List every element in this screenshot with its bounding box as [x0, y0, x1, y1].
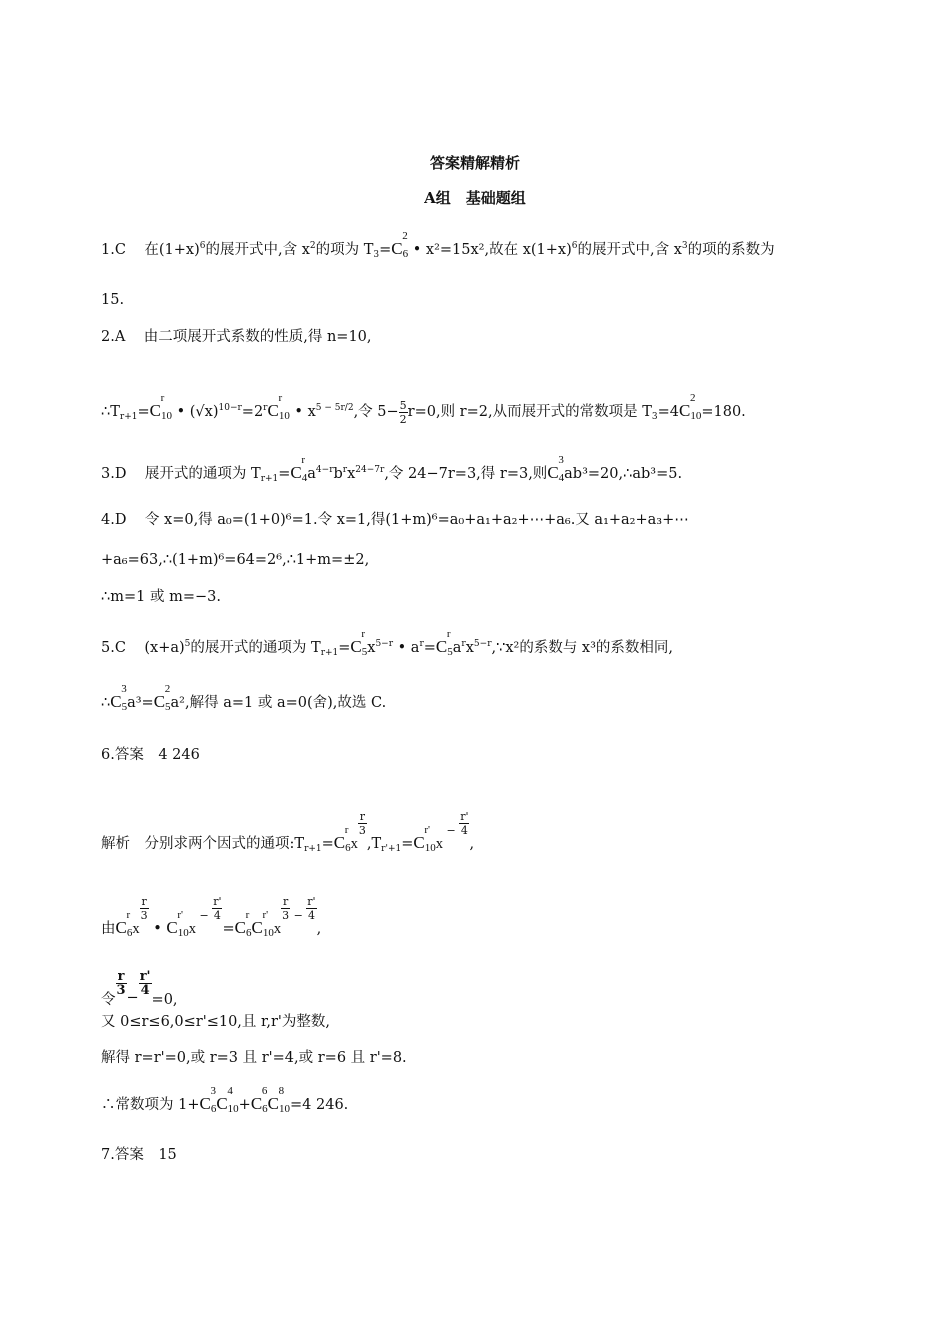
answer-5: [101, 628, 674, 663]
exponent: 3: [681, 241, 688, 251]
combination-bottom: 5: [361, 646, 368, 658]
text: =: [321, 836, 334, 852]
numerator: r': [307, 895, 316, 908]
text: ,∵x²的系数与 x³的系数相同,: [491, 640, 674, 656]
fraction-exponent: [306, 895, 316, 922]
combination-bottom: 10: [160, 410, 172, 422]
combination-bottom: 10: [262, 927, 274, 939]
subscript: r'+1: [381, 844, 402, 854]
combination-top: 3: [210, 1085, 216, 1097]
text: ,令 24−7r=3,得 r=3,则: [384, 466, 548, 482]
text: =180.: [701, 404, 746, 420]
answer-4-line-2: +a₆=63,∴(1+m)⁶=64=2⁶,∴1+m=±2,: [101, 552, 370, 568]
exponent: 4−r: [315, 465, 334, 475]
text: x: [188, 921, 196, 937]
combination-bottom: 4: [558, 472, 565, 484]
combination-bottom: 10: [424, 842, 436, 854]
answer-2: [101, 327, 372, 347]
denominator: 4: [307, 909, 315, 922]
answer-2-formula: [101, 392, 746, 427]
denominator: 4: [140, 983, 150, 998]
text: • a: [393, 640, 420, 656]
answer-7-heading: 7.答案 15: [101, 1147, 177, 1163]
numerator: 5: [399, 398, 407, 412]
combination-top: 2: [690, 392, 696, 404]
combination-bottom: 10: [279, 1103, 291, 1115]
section-heading: A组 基础题组: [424, 189, 526, 207]
text: =: [278, 466, 291, 482]
text: =: [423, 640, 436, 656]
exponent: 5−r: [375, 639, 394, 649]
text: =: [338, 640, 351, 656]
exponent: r: [263, 403, 268, 413]
subscript: r+1: [304, 844, 322, 854]
combination-bottom: 5: [121, 701, 128, 713]
text: =: [222, 921, 235, 937]
combination-bottom: 10: [227, 1103, 239, 1115]
text: • (√x): [171, 404, 219, 420]
text: b: [333, 466, 343, 482]
exponent: 6: [571, 241, 578, 251]
text: ∴T: [101, 404, 120, 420]
answer-6-product: 由C r 6x $\frac{r}{3}$ • C r' 10x − $\frac{r'}{4}$ =C r 6C r' 10x $\frac{r}{3}$ − $\frac{r'}{4}$ ,: [101, 895, 321, 943]
text: ∴常数项为 1+: [101, 1097, 200, 1113]
exponent: 5: [184, 639, 191, 649]
denominator: 3: [116, 983, 126, 998]
text: • x: [289, 404, 316, 420]
text: 的展开式中,含 x: [205, 242, 310, 258]
fraction: [116, 970, 127, 997]
combination-symbol: C 2 10: [679, 401, 701, 426]
text: x: [132, 921, 140, 937]
exponent: r: [461, 639, 466, 649]
text: =: [379, 242, 392, 258]
text: =2: [241, 404, 264, 420]
combination-bottom: 6: [245, 927, 252, 939]
combination-symbol: C 3 4: [547, 463, 564, 488]
combination-top: r': [424, 824, 431, 836]
text: ∴: [101, 695, 111, 711]
text: 的项为 T: [315, 242, 374, 258]
exponent: 5 − 5r/2: [315, 403, 354, 413]
denominator: 2: [399, 412, 407, 426]
page-title: 答案精解精析: [429, 154, 520, 172]
subscript: r+1: [119, 412, 138, 422]
text: 解析 分别求两个因式的通项:T: [101, 836, 305, 852]
combination-bottom: 10: [278, 410, 290, 422]
answer-number: 2.A: [101, 329, 126, 345]
numerator: r: [359, 810, 366, 823]
combination-symbol: C r 4: [290, 463, 307, 488]
combination-top: r: [278, 392, 283, 404]
text: =4 246.: [290, 1097, 349, 1113]
denominator: 3: [282, 909, 290, 922]
text: r=0,则 r=2,从而展开式的常数项是 T: [407, 404, 652, 420]
text: x: [347, 466, 356, 482]
text: 令: [101, 992, 116, 1008]
combination-symbol: C r 10: [267, 401, 289, 426]
answer-6-constant: [101, 1085, 349, 1119]
answer-6-range: 又 0≤r≤6,0≤r'≤10,且 r,r'为整数,: [101, 1014, 330, 1030]
text: =0,: [151, 992, 178, 1008]
answer-6-heading: 6.答案 4 246: [101, 747, 200, 763]
combination-top: 2: [164, 683, 171, 695]
exponent: r: [419, 639, 424, 649]
combination-symbol: C r 5: [350, 637, 367, 662]
fraction-exponent: [140, 895, 149, 922]
answer-number: 4.D: [101, 512, 127, 528]
text: ,令 5−: [353, 404, 399, 420]
text: 展开式的通项为 T: [144, 466, 261, 482]
combination-symbol: C r 5: [436, 637, 453, 662]
combination-bottom: 5: [165, 701, 171, 713]
answer-number: 5.C: [101, 640, 126, 656]
text: +: [238, 1097, 251, 1113]
combination-top: 6: [261, 1085, 268, 1097]
combination-bottom: 6: [262, 1103, 268, 1115]
combination-bottom: 6: [345, 842, 351, 854]
text: =4: [657, 404, 679, 420]
answer-6-analysis: 解析 分别求两个因式的通项$:T_{r+1}=C$ r 6x $\frac{r}{3}$ $,T_{r'+1}=C$ r' 10x − $\frac{r'}{4}$ ,: [101, 810, 474, 859]
combination-top: 2: [402, 230, 408, 242]
text: 由: [101, 921, 116, 937]
text: x: [435, 836, 443, 852]
combination-symbol: C 3 5: [110, 692, 127, 717]
exponent: 24−7r: [355, 465, 385, 475]
answer-1-continued: 15.: [101, 292, 125, 308]
combination-symbol: C r' 10: [251, 918, 273, 943]
combination-symbol: C 4 10: [216, 1094, 238, 1119]
text: •: [148, 921, 167, 937]
subscript: 3: [651, 412, 658, 422]
fraction-exponent: [281, 895, 290, 922]
text: a³=: [127, 695, 154, 711]
text: ,T: [366, 836, 382, 852]
exponent: 10−r: [218, 403, 242, 413]
numerator: r': [139, 969, 151, 984]
fraction-exponent: [212, 895, 222, 922]
combination-symbol: C r 6: [116, 918, 133, 943]
answer-1: [101, 230, 775, 265]
numerator: r: [282, 895, 289, 908]
text: 的展开式中,含 x: [577, 242, 682, 258]
answer-number: 1.C: [101, 242, 126, 258]
combination-symbol: C r 6: [235, 918, 252, 943]
text: x: [465, 640, 474, 656]
combination-top: r: [361, 628, 366, 640]
combination-top: 3: [121, 683, 127, 695]
subscript: r+1: [320, 648, 339, 658]
combination-top: 8: [278, 1085, 285, 1097]
combination-symbol: C r' 10: [413, 833, 435, 858]
text: a: [452, 640, 462, 656]
exponent: r: [342, 465, 348, 475]
combination-bottom: 6: [402, 248, 409, 260]
answer-4: [101, 510, 689, 530]
text: =: [137, 404, 150, 420]
answer-6-solution: 解得 r=r'=0,或 r=3 且 r'=4,或 r=6 且 r'=8.: [101, 1050, 407, 1066]
text: ,: [469, 836, 475, 852]
exponent: 5−r: [473, 639, 492, 649]
text: x: [350, 836, 358, 852]
combination-top: r: [301, 454, 306, 466]
denominator: 3: [358, 824, 366, 837]
combination-bottom: 10: [177, 927, 189, 939]
combination-symbol: C r 10: [150, 401, 172, 426]
text: ,: [316, 921, 322, 937]
text: (x+a): [144, 640, 185, 656]
combination-bottom: 6: [126, 927, 133, 939]
answer-number: 3.D: [101, 466, 127, 482]
text: x: [273, 921, 282, 937]
text: x: [367, 640, 376, 656]
text: 令 x=0,得 a₀=(1+0)⁶=1.令 x=1,得(1+m)⁶=a₀+a₁+a₂+⋯+a₆.又 a₁+a₂+a₃+⋯: [144, 512, 689, 528]
numerator: r': [213, 895, 222, 908]
fraction-exponent: [358, 810, 367, 837]
combination-top: r': [177, 909, 184, 921]
subscript: 3: [373, 250, 380, 260]
answer-6-condition: 令 $\frac{r}{3}$ − $\frac{r'}{4}$ =0,: [101, 969, 178, 1008]
combination-top: r: [344, 824, 349, 836]
combination-symbol: C 3 6: [199, 1094, 216, 1119]
text: 的项的系数为: [687, 242, 775, 258]
combination-symbol: C r' 10: [166, 918, 188, 943]
combination-bottom: 4: [301, 472, 308, 484]
denominator: 4: [213, 909, 221, 922]
numerator: r: [116, 970, 127, 984]
combination-top: r': [262, 909, 269, 921]
fraction-exponent: [459, 810, 469, 837]
denominator: 4: [460, 824, 468, 837]
combination-symbol: C 8 10: [268, 1094, 290, 1119]
combination-top: 3: [558, 454, 564, 466]
combination-top: r: [245, 909, 250, 921]
combination-symbol: C 2 6: [391, 239, 408, 264]
combination-top: 4: [227, 1085, 233, 1097]
numerator: r': [460, 810, 469, 823]
exponent: 6: [199, 241, 206, 251]
combination-symbol: C 2 5: [154, 692, 171, 717]
fraction: [399, 399, 408, 426]
fraction: [139, 970, 152, 997]
subscript: r+1: [260, 474, 279, 484]
combination-bottom: 6: [210, 1103, 217, 1115]
answer-4-line-3: ∴m=1 或 m=−3.: [101, 589, 221, 605]
text: 在(1+x): [144, 242, 200, 258]
combination-top: r: [126, 909, 131, 921]
denominator: 3: [140, 909, 148, 922]
exponent: 2: [309, 241, 316, 251]
text: 由二项展开式系数的性质,得 n=10,: [143, 329, 372, 345]
combination-bottom: 10: [690, 410, 702, 422]
combination-top: r: [446, 628, 451, 640]
combination-top: r: [160, 392, 165, 404]
text: ab³=20,∴ab³=5.: [564, 466, 683, 482]
numerator: r: [141, 895, 147, 908]
combination-bottom: 5: [447, 646, 453, 658]
text: • x²=15x²,故在 x(1+x): [408, 242, 572, 258]
combination-symbol: C r 6: [334, 833, 351, 858]
text: =: [401, 836, 414, 852]
combination-symbol: C 6 6: [251, 1094, 268, 1119]
text: 的展开式的通项为 T: [190, 640, 321, 656]
text: a²,解得 a=1 或 a=0(舍),故选 C.: [170, 695, 387, 711]
text: a: [307, 466, 316, 482]
answer-5-line-2: [101, 683, 387, 717]
answer-3: [101, 454, 683, 489]
